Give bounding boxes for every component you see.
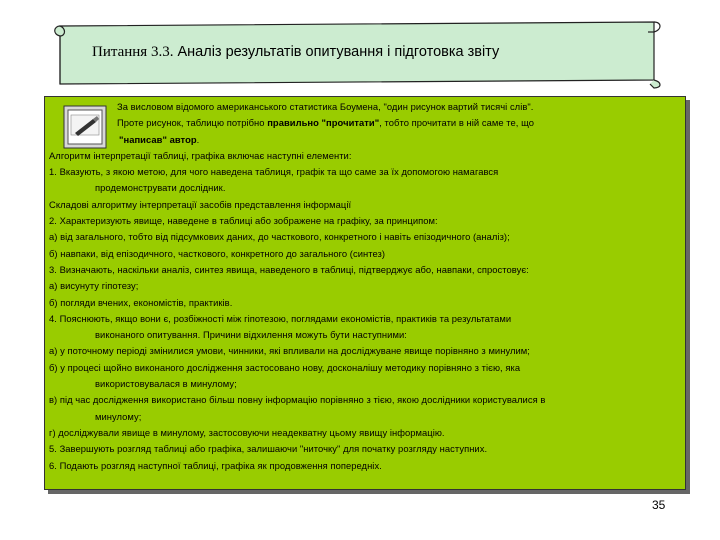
text-line: 3. Визначають, наскільки аналіз, синтез явища, наведеного в таблиці, підтверджує або, навпаки, спростовує:: [49, 263, 529, 275]
title-banner: [50, 14, 662, 90]
text-line: Алгоритм інтерпретації таблиці, графіка включає наступні елементи:: [49, 149, 352, 161]
text-line: а) висунуту гіпотезу;: [49, 280, 139, 292]
page-title: [92, 44, 652, 61]
text-line: 5. Завершують розгляд таблиці або графіка, залишаючи "ниточку" для початку розгляду наступних.: [49, 443, 488, 455]
text-line: минулому;: [95, 410, 142, 422]
text-line: в) під час дослідження використано більш повну інформацію порівняно з тією, якою дослідники користувалися в: [49, 394, 546, 406]
page-number: 35: [652, 498, 666, 512]
content-panel: [44, 96, 686, 490]
text-line: продемонструвати дослідник.: [95, 182, 226, 194]
text-line: б) погляди вчених, економістів, практиків.: [49, 296, 233, 308]
title-text: Аналіз результатів опитування і підготовка звіту: [177, 44, 500, 60]
text-line: виконаного опитування. Причини відхилення можуть бути наступними:: [95, 329, 407, 341]
text-line: 6. Подають розгляд наступної таблиці, графіка як продовження попередніх.: [49, 459, 382, 471]
text-line: використовувалася в минулому;: [95, 378, 237, 390]
text-line: 1. Вказують, з якою метою, для чого наведена таблиця, графік та що саме за їх допомогою намагався: [49, 166, 499, 178]
content-text: [49, 99, 685, 474]
intro-line-3: "написав" автор.: [119, 133, 200, 145]
text-line: г) досліджували явище в минулому, застосовуючи неадекватну цьому явищу інформацію.: [49, 426, 445, 438]
text-line: 4. Пояснюють, якщо вони є, розбіжності між гіпотезою, поглядами економістів, практиків та результатами: [49, 312, 512, 324]
text-line: б) у процесі щойно виконаного дослідження застосовано нову, досконалішу методику порівняно з тією, яка: [49, 361, 521, 373]
intro-line-1: За висловом відомого американського статистика Боумена, "один рисунок вартий тисячі слів".: [117, 101, 534, 112]
intro-emphasis-read: правильно "прочитати": [267, 117, 380, 129]
text-line: Складові алгоритму інтерпретації засобів представлення інформації: [49, 198, 352, 210]
title-prefix: Питання 3.3.: [92, 44, 174, 60]
text-line: 2. Характеризують явище, наведене в таблиці або зображене на графіку, за принципом:: [49, 215, 438, 227]
text-line: а) у поточному періоді змінилися умови, чинники, які впливали на досліджуване явище порівняно з минулим;: [49, 345, 530, 357]
intro-emphasis-author: "написав" автор: [119, 133, 197, 145]
intro-line-2: Проте рисунок, таблицю потрібно правильно "прочитати", тобто прочитати в ній саме те, що: [117, 117, 535, 129]
text-line: б) навпаки, від епізодичного, часткового, конкретного до загального (синтез): [49, 247, 386, 259]
text-line: а) від загального, тобто від підсумкових даних, до часткового, конкретного і навіть епізодичного (аналіз);: [49, 231, 510, 243]
